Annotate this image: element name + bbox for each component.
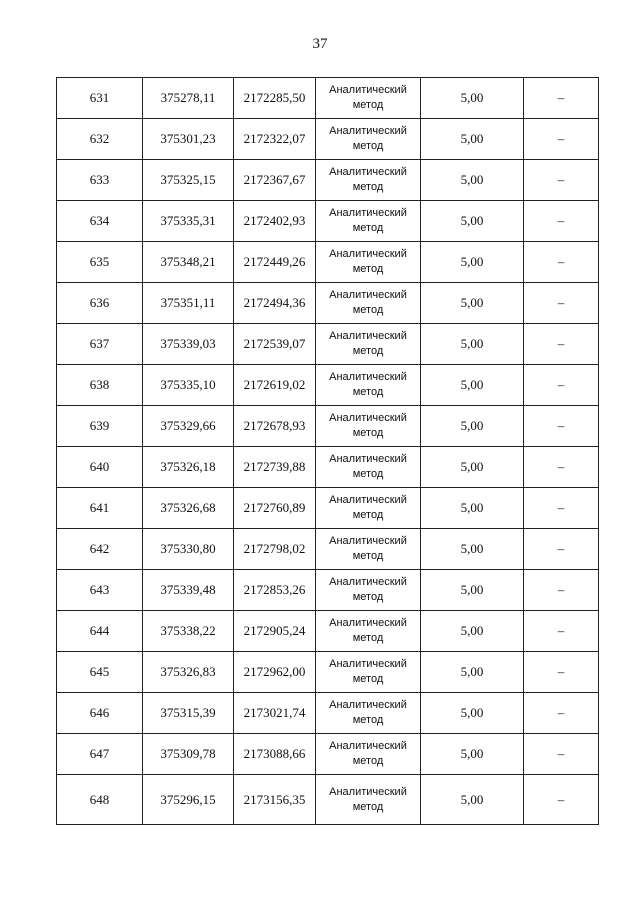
point-number-cell: 635 bbox=[57, 242, 143, 283]
accuracy-cell: 5,00 bbox=[421, 611, 524, 652]
accuracy-cell: 5,00 bbox=[421, 119, 524, 160]
method-cell bbox=[316, 775, 421, 825]
description-cell: – bbox=[524, 283, 599, 324]
table-row bbox=[57, 529, 599, 570]
x-coordinate-cell: 375326,18 bbox=[143, 447, 234, 488]
method-cell bbox=[316, 570, 421, 611]
y-coordinate-cell: 2172285,50 bbox=[234, 78, 316, 119]
table-row bbox=[57, 447, 599, 488]
method-line-1: Аналитический bbox=[329, 248, 407, 260]
point-number-cell: 632 bbox=[57, 119, 143, 160]
point-number-cell: 639 bbox=[57, 406, 143, 447]
accuracy-cell: 5,00 bbox=[421, 529, 524, 570]
method-cell bbox=[316, 78, 421, 119]
accuracy-cell: 5,00 bbox=[421, 447, 524, 488]
accuracy-cell: 5,00 bbox=[421, 283, 524, 324]
method-line-2: метод bbox=[352, 99, 384, 111]
method-line-2: метод bbox=[352, 591, 384, 603]
y-coordinate-cell: 2173156,35 bbox=[234, 775, 316, 825]
y-coordinate-cell: 2173021,74 bbox=[234, 693, 316, 734]
y-coordinate-cell: 2172739,88 bbox=[234, 447, 316, 488]
table-row bbox=[57, 570, 599, 611]
x-coordinate-cell: 375338,22 bbox=[143, 611, 234, 652]
y-coordinate-cell: 2172402,93 bbox=[234, 201, 316, 242]
method-line-2: метод bbox=[352, 468, 384, 480]
x-coordinate-cell: 375326,68 bbox=[143, 488, 234, 529]
description-cell: – bbox=[524, 406, 599, 447]
y-coordinate-cell: 2172494,36 bbox=[234, 283, 316, 324]
description-cell: – bbox=[524, 119, 599, 160]
x-coordinate-cell: 375301,23 bbox=[143, 119, 234, 160]
table-row bbox=[57, 611, 599, 652]
x-coordinate-cell: 375326,83 bbox=[143, 652, 234, 693]
x-coordinate-cell: 375351,11 bbox=[143, 283, 234, 324]
method-line-2: метод bbox=[352, 800, 384, 813]
method-cell bbox=[316, 734, 421, 775]
x-coordinate-cell: 375278,11 bbox=[143, 78, 234, 119]
method-line-1: Аналитический bbox=[329, 576, 407, 588]
method-line-2: метод bbox=[352, 181, 384, 193]
table-row bbox=[57, 775, 599, 825]
x-coordinate-cell: 375329,66 bbox=[143, 406, 234, 447]
y-coordinate-cell: 2172367,67 bbox=[234, 160, 316, 201]
coordinates-table bbox=[56, 77, 599, 825]
method-cell bbox=[316, 447, 421, 488]
description-cell: – bbox=[524, 160, 599, 201]
y-coordinate-cell: 2172853,26 bbox=[234, 570, 316, 611]
description-cell: – bbox=[524, 365, 599, 406]
method-cell bbox=[316, 324, 421, 365]
description-cell: – bbox=[524, 78, 599, 119]
description-cell: – bbox=[524, 570, 599, 611]
method-cell bbox=[316, 365, 421, 406]
method-cell bbox=[316, 611, 421, 652]
method-line-2: метод bbox=[352, 345, 384, 357]
method-line-2: метод bbox=[352, 304, 384, 316]
y-coordinate-cell: 2172539,07 bbox=[234, 324, 316, 365]
accuracy-cell: 5,00 bbox=[421, 693, 524, 734]
accuracy-cell: 5,00 bbox=[421, 365, 524, 406]
y-coordinate-cell: 2172678,93 bbox=[234, 406, 316, 447]
method-line-1: Аналитический bbox=[329, 84, 407, 96]
description-cell: – bbox=[524, 734, 599, 775]
point-number-cell: 642 bbox=[57, 529, 143, 570]
method-line-2: метод bbox=[352, 673, 384, 685]
x-coordinate-cell: 375348,21 bbox=[143, 242, 234, 283]
method-line-1: Аналитический bbox=[329, 740, 407, 752]
description-cell: – bbox=[524, 488, 599, 529]
y-coordinate-cell: 2172962,00 bbox=[234, 652, 316, 693]
x-coordinate-cell: 375330,80 bbox=[143, 529, 234, 570]
method-line-1: Аналитический bbox=[329, 658, 407, 670]
y-coordinate-cell: 2173088,66 bbox=[234, 734, 316, 775]
method-cell bbox=[316, 242, 421, 283]
point-number-cell: 638 bbox=[57, 365, 143, 406]
description-cell: – bbox=[524, 447, 599, 488]
method-line-1: Аналитический bbox=[329, 453, 407, 465]
point-number-cell: 646 bbox=[57, 693, 143, 734]
table-row bbox=[57, 242, 599, 283]
accuracy-cell: 5,00 bbox=[421, 201, 524, 242]
x-coordinate-cell: 375309,78 bbox=[143, 734, 234, 775]
table-row bbox=[57, 283, 599, 324]
point-number-cell: 637 bbox=[57, 324, 143, 365]
point-number-cell: 647 bbox=[57, 734, 143, 775]
method-cell bbox=[316, 160, 421, 201]
method-line-2: метод bbox=[352, 222, 384, 234]
x-coordinate-cell: 375335,31 bbox=[143, 201, 234, 242]
method-line-1: Аналитический bbox=[329, 535, 407, 547]
point-number-cell: 645 bbox=[57, 652, 143, 693]
x-coordinate-cell: 375335,10 bbox=[143, 365, 234, 406]
accuracy-cell: 5,00 bbox=[421, 324, 524, 365]
description-cell: – bbox=[524, 611, 599, 652]
method-line-1: Аналитический bbox=[329, 371, 407, 383]
table-row bbox=[57, 365, 599, 406]
table-row bbox=[57, 406, 599, 447]
accuracy-cell: 5,00 bbox=[421, 488, 524, 529]
method-line-1: Аналитический bbox=[329, 289, 407, 301]
method-line-2: метод bbox=[352, 427, 384, 439]
point-number-cell: 643 bbox=[57, 570, 143, 611]
method-cell bbox=[316, 283, 421, 324]
point-number-cell: 636 bbox=[57, 283, 143, 324]
method-line-2: метод bbox=[352, 550, 384, 562]
method-cell bbox=[316, 119, 421, 160]
table-row bbox=[57, 488, 599, 529]
y-coordinate-cell: 2172449,26 bbox=[234, 242, 316, 283]
y-coordinate-cell: 2172322,07 bbox=[234, 119, 316, 160]
method-line-2: метод bbox=[352, 632, 384, 644]
page-number: 37 bbox=[312, 36, 328, 52]
method-cell bbox=[316, 488, 421, 529]
description-cell: – bbox=[524, 324, 599, 365]
accuracy-cell: 5,00 bbox=[421, 775, 524, 825]
x-coordinate-cell: 375325,15 bbox=[143, 160, 234, 201]
method-line-1: Аналитический bbox=[329, 617, 407, 629]
method-line-1: Аналитический bbox=[329, 330, 407, 342]
method-cell bbox=[316, 201, 421, 242]
method-line-1: Аналитический bbox=[329, 494, 407, 506]
accuracy-cell: 5,00 bbox=[421, 160, 524, 201]
accuracy-cell: 5,00 bbox=[421, 242, 524, 283]
method-line-2: метод bbox=[352, 714, 384, 726]
table-row bbox=[57, 324, 599, 365]
accuracy-cell: 5,00 bbox=[421, 734, 524, 775]
description-cell: – bbox=[524, 529, 599, 570]
description-cell: – bbox=[524, 652, 599, 693]
description-cell: – bbox=[524, 775, 599, 825]
x-coordinate-cell: 375339,48 bbox=[143, 570, 234, 611]
method-line-2: метод bbox=[352, 140, 384, 152]
accuracy-cell: 5,00 bbox=[421, 652, 524, 693]
description-cell: – bbox=[524, 693, 599, 734]
x-coordinate-cell: 375339,03 bbox=[143, 324, 234, 365]
method-line-1: Аналитический bbox=[329, 166, 407, 178]
y-coordinate-cell: 2172905,24 bbox=[234, 611, 316, 652]
method-line-1: Аналитический bbox=[329, 412, 407, 424]
method-cell bbox=[316, 406, 421, 447]
point-number-cell: 644 bbox=[57, 611, 143, 652]
method-line-1: Аналитический bbox=[329, 785, 407, 798]
method-line-2: метод bbox=[352, 509, 384, 521]
method-line-1: Аналитический bbox=[329, 699, 407, 711]
point-number-cell: 631 bbox=[57, 78, 143, 119]
method-line-2: метод bbox=[352, 386, 384, 398]
description-cell: – bbox=[524, 242, 599, 283]
method-line-1: Аналитический bbox=[329, 125, 407, 137]
point-number-cell: 633 bbox=[57, 160, 143, 201]
method-line-2: метод bbox=[352, 755, 384, 767]
table-row bbox=[57, 693, 599, 734]
accuracy-cell: 5,00 bbox=[421, 406, 524, 447]
y-coordinate-cell: 2172760,89 bbox=[234, 488, 316, 529]
method-line-1: Аналитический bbox=[329, 207, 407, 219]
table-row bbox=[57, 201, 599, 242]
table-row bbox=[57, 78, 599, 119]
table-row bbox=[57, 734, 599, 775]
method-line-2: метод bbox=[352, 263, 384, 275]
y-coordinate-cell: 2172798,02 bbox=[234, 529, 316, 570]
table-row bbox=[57, 160, 599, 201]
x-coordinate-cell: 375315,39 bbox=[143, 693, 234, 734]
table-row bbox=[57, 652, 599, 693]
point-number-cell: 648 bbox=[57, 775, 143, 825]
x-coordinate-cell: 375296,15 bbox=[143, 775, 234, 825]
method-cell bbox=[316, 529, 421, 570]
description-cell: – bbox=[524, 201, 599, 242]
accuracy-cell: 5,00 bbox=[421, 570, 524, 611]
accuracy-cell: 5,00 bbox=[421, 78, 524, 119]
method-cell bbox=[316, 652, 421, 693]
y-coordinate-cell: 2172619,02 bbox=[234, 365, 316, 406]
table-row bbox=[57, 119, 599, 160]
point-number-cell: 640 bbox=[57, 447, 143, 488]
point-number-cell: 641 bbox=[57, 488, 143, 529]
point-number-cell: 634 bbox=[57, 201, 143, 242]
method-cell bbox=[316, 693, 421, 734]
